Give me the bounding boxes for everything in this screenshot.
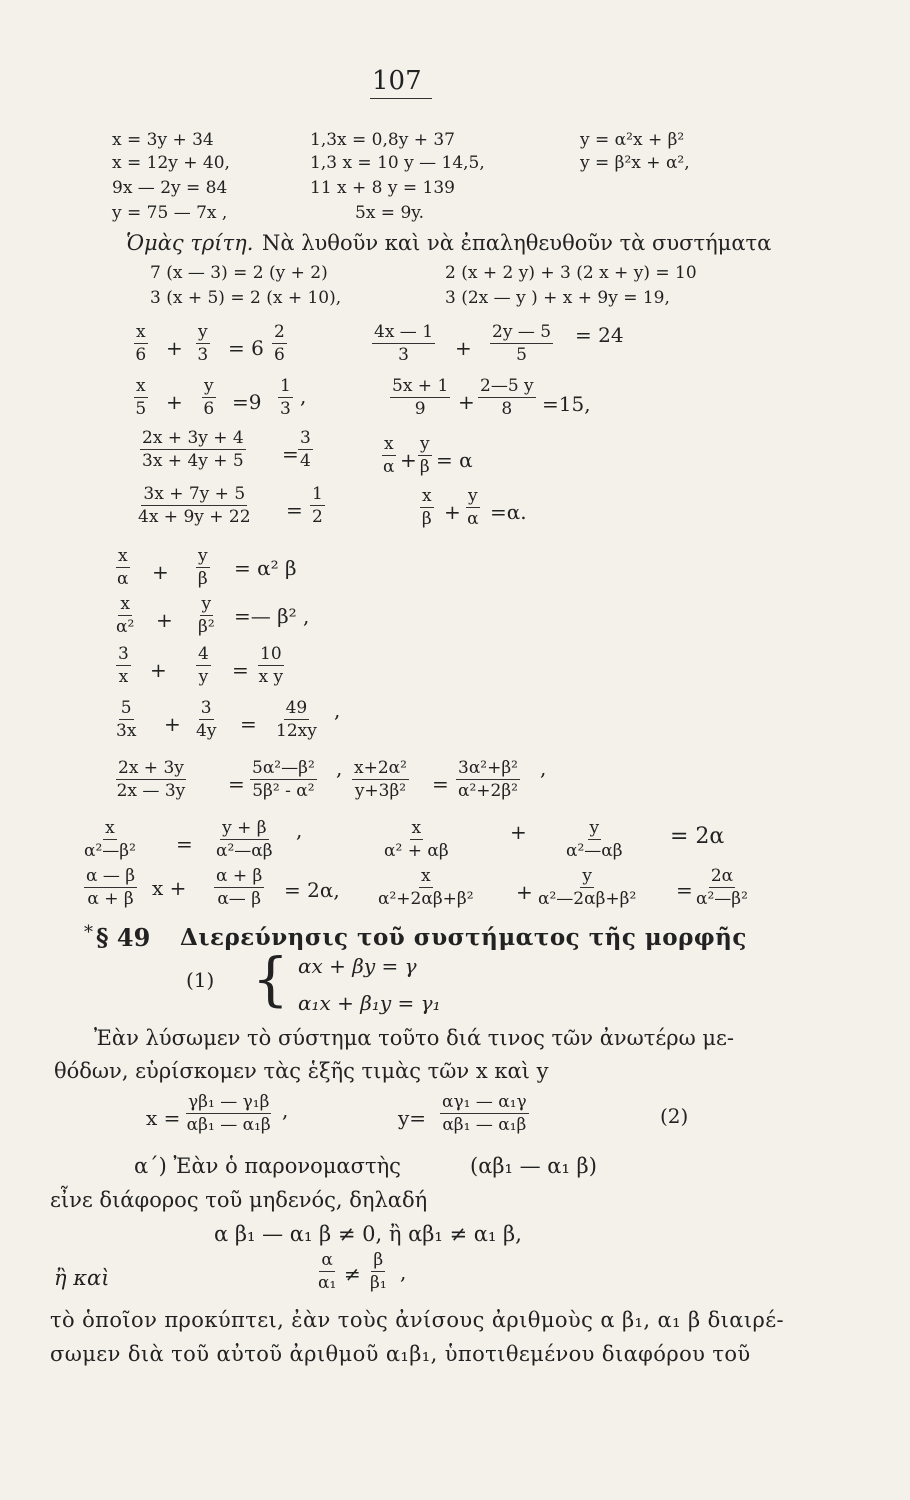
paragraph-line: τὸ ὁποῖον προκύπτει, ἐὰν τοὺς ἀνίσους ἀριθμοὺς α β₁, α₁ β διαιρέ- — [50, 1308, 784, 1332]
operator: + — [166, 336, 183, 360]
section-title: Διερεύνησις τοῦ συστήματος τῆς μορφῆς — [180, 924, 747, 951]
eq-row1-c3-2: y = β²x + α², — [580, 153, 690, 173]
operator: =9 — [232, 390, 262, 414]
frac: $\frac{2—5 y}{8}$ — [480, 376, 534, 419]
operator: =— β² , — [234, 604, 310, 628]
operator: =15, — [542, 392, 591, 416]
operator: = α² β — [234, 556, 297, 580]
frac: $\frac{4x — 1}{3}$ — [374, 322, 434, 365]
operator: = 24 — [575, 323, 624, 347]
group-eq-l1: 7 (x — 3) = 2 (y + 2) — [150, 263, 328, 283]
eq-row1-c2-4: 5x = 9y. — [355, 203, 425, 223]
frac: $\frac{49}{12xy}$ — [276, 698, 317, 741]
operator: + — [150, 658, 167, 682]
eq-row1-c1-2: x = 12y + 40, — [112, 153, 230, 173]
operator: , — [400, 1260, 407, 1284]
section-number: § 49 — [96, 923, 151, 952]
frac: $\frac{x}{\text{α² + αβ}}$ — [384, 818, 449, 861]
frac: $\frac{5}{3x}$ — [116, 698, 137, 741]
group-eq-r2: 3 (2x — y ) + x + 9y = 19, — [445, 288, 670, 308]
operator: = α — [436, 448, 473, 472]
frac: $\frac{2y — 5}{5}$ — [492, 322, 552, 365]
frac: $\frac{y}{\text{α²—2αβ+β²}}$ — [538, 866, 637, 909]
operator: + — [458, 390, 475, 414]
frac: $\frac{2}{6}$ — [274, 322, 285, 365]
group-heading: Ὁμὰς τρίτη. — [126, 231, 254, 255]
frac: $\frac{x}{\text{α²}}$ — [116, 594, 135, 637]
operator: = — [228, 772, 245, 796]
frac: $\frac{x}{\text{α²—β²}}$ — [84, 818, 136, 861]
frac: $\frac{3}{4y}$ — [196, 698, 217, 741]
frac: $\frac{2x + 3y + 4}{3x + 4y + 5}$ — [142, 428, 244, 471]
frac: $\frac{x}{6}$ — [135, 322, 147, 365]
paragraph-line: Ἐὰν λύσωμεν τὸ σύστημα τοῦτο διά τινος τῶν ἀνωτέρω με- — [94, 1026, 735, 1050]
group-heading-rest: Νὰ λυθοῦν καὶ νὰ ἐπαληθευθοῦν τὰ συστήματα — [262, 231, 772, 255]
group-eq-l2: 3 (x + 5) = 2 (x + 10), — [150, 288, 342, 308]
eq-row1-c1-3: 9x — 2y = 84 — [112, 178, 228, 198]
star-mark: * — [84, 922, 93, 943]
operator: + — [400, 448, 417, 472]
operator: = — [232, 658, 249, 682]
frac: $\frac{3}{4}$ — [300, 428, 311, 471]
formula-label: (2) — [660, 1104, 689, 1128]
frac: $\frac{x}{\text{α²+2αβ+β²}}$ — [378, 866, 474, 909]
eq-row1-c1-1: x = 3y + 34 — [112, 130, 214, 150]
operator: , — [334, 698, 341, 722]
operator: + — [164, 712, 181, 736]
frac: $\frac{\text{5α²—β²}}{\text{5β² - α²}}$ — [252, 758, 315, 801]
page-number: 107 — [372, 66, 422, 96]
solution-x-frac: $\frac{\text{γβ₁ — γ₁β}}{\text{αβ₁ — α₁β}}$ — [186, 1092, 271, 1135]
system-eq1: αx + βy = γ — [298, 954, 417, 978]
frac: $\frac{2x + 3y}{2x — 3y}$ — [116, 758, 186, 801]
frac: $\frac{4}{y}$ — [198, 644, 209, 687]
frac: $\frac{y}{6}$ — [203, 376, 215, 419]
operator: = — [676, 878, 693, 902]
paragraph-line: εἶνε διάφορος τοῦ μηδενός, δηλαδή — [50, 1188, 428, 1212]
operator: + — [444, 500, 461, 524]
eq-row1-c2-2: 1,3 x = 10 y — 14,5, — [310, 153, 485, 173]
operator: = 2α — [670, 824, 725, 849]
operator: =α. — [490, 500, 527, 524]
operator: + — [516, 880, 533, 904]
eq-row1-c2-1: 1,3x = 0,8y + 37 — [310, 130, 455, 150]
system-eq2: α₁x + β₁y = γ₁ — [298, 991, 441, 1015]
frac: $\frac{\text{3α²+β²}}{\text{α²+2β²}}$ — [458, 758, 518, 801]
frac: $\frac{y}{\beta}$ — [197, 546, 208, 589]
and-or-label: ἢ καὶ — [54, 1266, 110, 1290]
frac: $\frac{5x + 1}{9}$ — [392, 376, 449, 419]
operator: , — [282, 1098, 289, 1122]
case-a: α΄) Ἐὰν ὁ παρονομαστὴς — [134, 1154, 401, 1178]
frac: $\frac{3x + 7y + 5}{4x + 9y + 22}$ — [138, 484, 251, 527]
solution-x-lhs: x = — [146, 1106, 181, 1130]
operator: = — [240, 712, 257, 736]
frac: $\frac{x}{5}$ — [135, 376, 147, 419]
operator: = — [286, 498, 303, 522]
frac: $\frac{\alpha — \beta}{\alpha + \beta}$ — [86, 866, 136, 909]
frac: $\frac{y}{\beta}$ — [419, 434, 430, 477]
system-label: (1) — [186, 968, 215, 992]
frac: $\frac{1}{2}$ — [312, 484, 323, 527]
frac: $\frac{10}{\text{x y}}$ — [258, 644, 284, 687]
operator: , — [300, 384, 307, 408]
frac: $\frac{3}{x}$ — [118, 644, 129, 687]
frac: $\frac{1}{3}$ — [280, 376, 291, 419]
operator: + — [510, 820, 527, 844]
condition-frac: $\frac{\beta}{\text{β₁}}$ — [370, 1250, 387, 1293]
operator: , — [296, 818, 303, 842]
solution-y-frac: $\frac{\text{αγ₁ — α₁γ}}{\text{αβ₁ — α₁β}}$ — [442, 1092, 527, 1135]
eq-row1-c1-4: y = 75 — 7x , — [112, 203, 228, 223]
operator: + — [152, 560, 169, 584]
solution-y-lhs: y= — [398, 1106, 427, 1130]
frac: $\frac{x}{\beta}$ — [421, 486, 432, 529]
frac: $\frac{\text{x+2α²}}{\text{y+3β²}}$ — [354, 758, 407, 801]
operator: , — [336, 756, 343, 780]
condition-frac: $\frac{\alpha}{\text{α₁}}$ — [318, 1250, 337, 1293]
frac: $\frac{x}{\alpha}$ — [383, 434, 395, 477]
operator: + — [156, 608, 173, 632]
operator: = — [282, 442, 299, 466]
paragraph-line: θόδων, εὑρίσκομεν τὰς ἑξῆς τιμὰς τῶν x καὶ y — [54, 1059, 549, 1083]
header-rule — [370, 98, 432, 99]
eq-row1-c2-3: 11 x + 8 y = 139 — [310, 178, 455, 198]
operator: x + — [152, 876, 187, 900]
frac: $\frac{2\alpha}{\text{α²—β²}}$ — [696, 866, 748, 909]
paragraph-line: σωμεν διὰ τοῦ αὐτοῦ ἀριθμοῦ α₁β₁, ὑποτιθεμένου διαφόρου τοῦ — [50, 1342, 751, 1366]
operator: = — [432, 772, 449, 796]
operator: + — [455, 336, 472, 360]
system-brace: { — [252, 945, 289, 1013]
operator: = — [176, 832, 193, 856]
operator: + — [166, 390, 183, 414]
frac: $\frac{y}{\text{α²—αβ}}$ — [566, 818, 623, 861]
operator: = 2α, — [284, 878, 340, 902]
frac: $\frac{\alpha + \beta}{\alpha— \beta}$ — [216, 866, 263, 909]
frac: $\frac{y + \beta}{\text{α²—αβ}}$ — [216, 818, 273, 861]
frac: $\frac{x}{\alpha}$ — [117, 546, 129, 589]
frac: $\frac{y}{3}$ — [197, 322, 209, 365]
frac: $\frac{y}{\alpha}$ — [467, 486, 479, 529]
group-eq-r1: 2 (x + 2 y) + 3 (2 x + y) = 10 — [445, 263, 697, 283]
operator: = 6 — [228, 336, 264, 360]
frac: $\frac{y}{\text{β²}}$ — [198, 594, 215, 637]
operator: ≠ — [344, 1262, 361, 1286]
eq-row1-c3-1: y = α²x + β² — [580, 130, 685, 150]
operator: , — [540, 756, 547, 780]
condition: α β₁ — α₁ β ≠ 0, ἢ αβ₁ ≠ α₁ β, — [214, 1222, 522, 1246]
case-a-expr: (αβ₁ — α₁ β) — [470, 1154, 597, 1178]
